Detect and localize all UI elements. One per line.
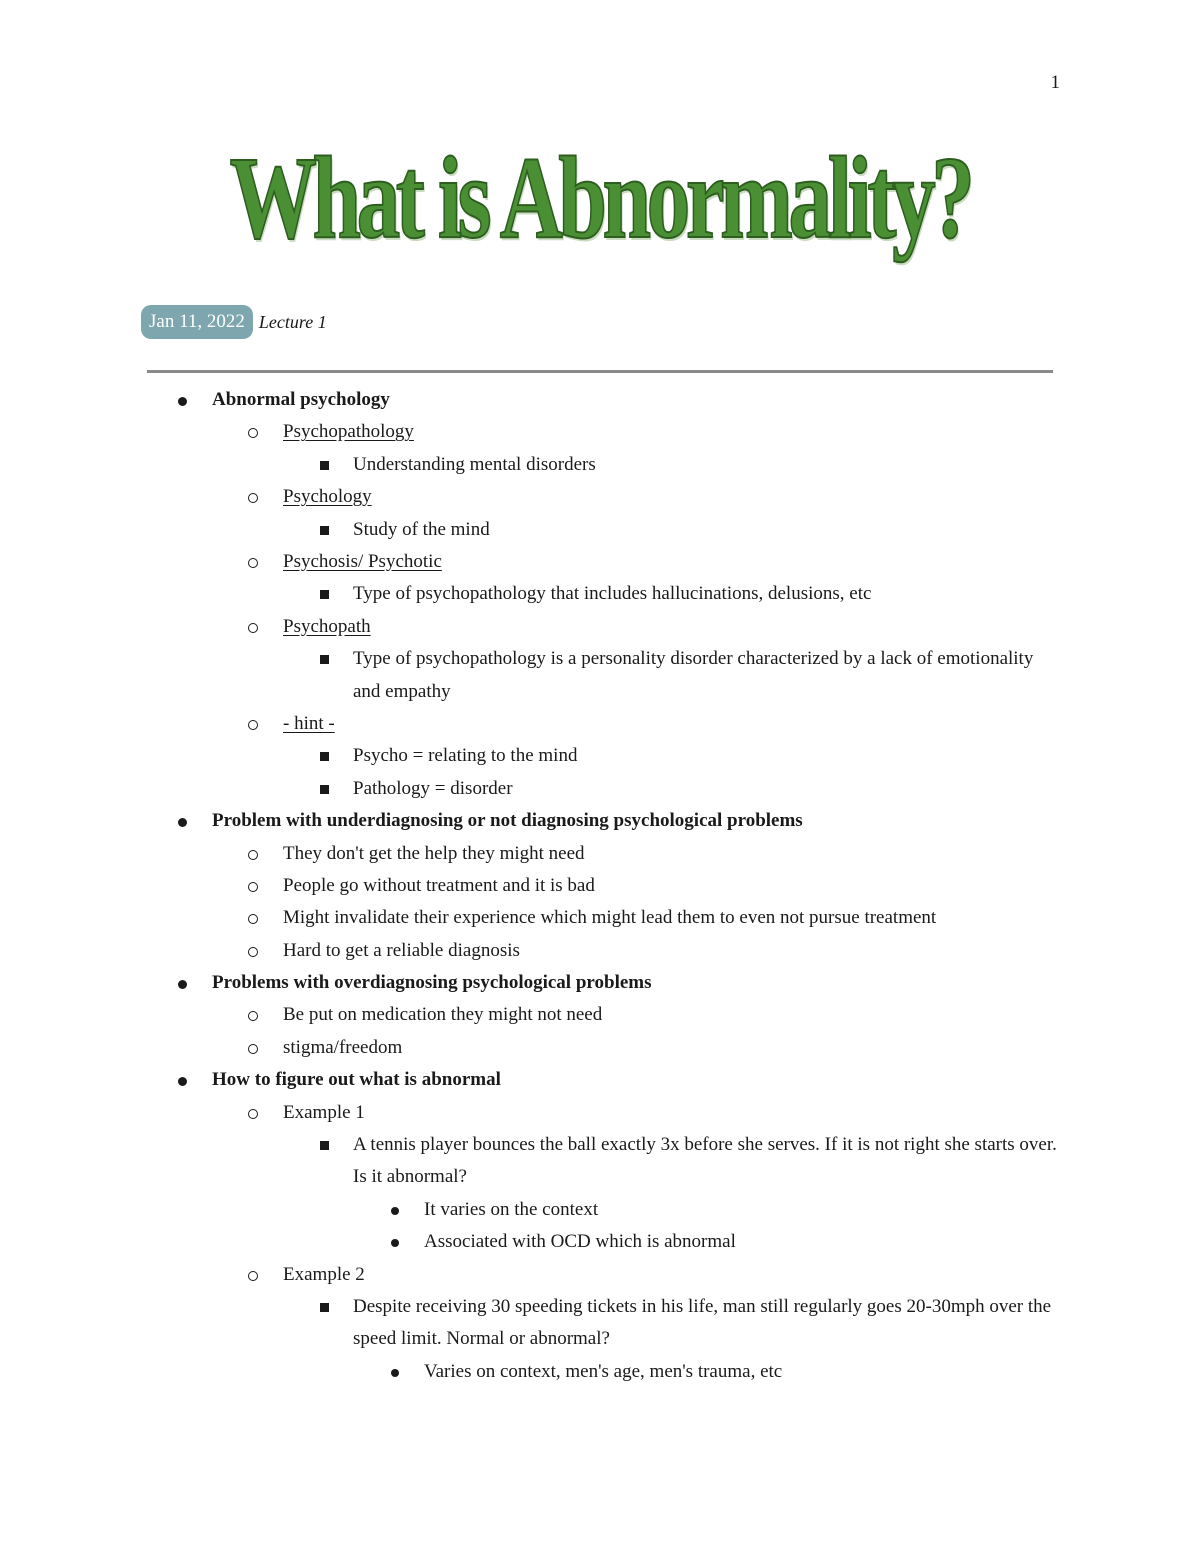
definition-text: Type of psychopathology is a personality disorder characterized by a lack of emotionality and empathy bbox=[353, 648, 1034, 702]
list-item bbox=[0, 935, 1200, 967]
list-item bbox=[0, 611, 1200, 643]
list-item bbox=[0, 1064, 1200, 1096]
bullet-circle-icon bbox=[248, 493, 258, 503]
page-number: 1 bbox=[1050, 72, 1060, 93]
term-label: Psychopathology bbox=[283, 421, 414, 443]
list-item bbox=[0, 805, 1200, 837]
list-item bbox=[0, 481, 1200, 513]
list-item bbox=[0, 708, 1200, 740]
list-item bbox=[0, 643, 1200, 708]
list-item bbox=[0, 1259, 1200, 1291]
list-item bbox=[0, 740, 1200, 772]
bullet-disc-icon bbox=[178, 818, 187, 827]
note-text: stigma/freedom bbox=[283, 1036, 403, 1058]
list-item bbox=[0, 773, 1200, 805]
bullet-circle-icon bbox=[248, 850, 258, 860]
bullet-circle-icon bbox=[248, 1271, 258, 1281]
bullet-square-icon bbox=[320, 752, 329, 761]
bullet-circle-icon bbox=[248, 914, 258, 924]
list-item bbox=[0, 449, 1200, 481]
notes-list bbox=[0, 384, 1200, 1388]
list-item bbox=[0, 416, 1200, 448]
note-text: Hard to get a reliable diagnosis bbox=[283, 939, 520, 961]
bullet-circle-icon bbox=[248, 1044, 258, 1054]
bullet-square-icon bbox=[320, 1303, 329, 1312]
note-text: Varies on context, men's age, men's trauma, etc bbox=[424, 1360, 783, 1382]
note-text: Associated with OCD which is abnormal bbox=[424, 1231, 736, 1253]
date-chip[interactable]: Jan 11, 2022 bbox=[141, 305, 253, 339]
definition-text: Understanding mental disorders bbox=[353, 453, 596, 475]
list-item bbox=[0, 1356, 1200, 1388]
section-heading: How to figure out what is abnormal bbox=[212, 1069, 501, 1091]
lecture-meta bbox=[141, 305, 327, 339]
bullet-disc-icon bbox=[178, 980, 187, 989]
bullet-dot-icon bbox=[391, 1207, 399, 1215]
example-text: Despite receiving 30 speeding tickets in his life, man still regularly goes 20-30mph over the speed limit. Normal or abnormal? bbox=[353, 1296, 1052, 1350]
term-label: Psychology bbox=[283, 486, 372, 508]
bullet-dot-icon bbox=[391, 1239, 399, 1247]
list-item bbox=[0, 1291, 1200, 1356]
list-item bbox=[0, 999, 1200, 1031]
section-heading: Problem with underdiagnosing or not diagnosing psychological problems bbox=[212, 810, 803, 832]
bullet-square-icon bbox=[320, 785, 329, 794]
bullet-square-icon bbox=[320, 526, 329, 535]
section-heading: Abnormal psychology bbox=[212, 389, 390, 410]
list-item bbox=[0, 546, 1200, 578]
bullet-circle-icon bbox=[248, 947, 258, 957]
term-label: - hint - bbox=[283, 712, 335, 734]
definition-text: Pathology = disorder bbox=[353, 777, 513, 799]
bullet-circle-icon bbox=[248, 1011, 258, 1021]
bullet-square-icon bbox=[320, 590, 329, 599]
bullet-circle-icon bbox=[248, 720, 258, 730]
horizontal-divider bbox=[147, 370, 1053, 373]
list-item bbox=[0, 1194, 1200, 1226]
note-text: They don't get the help they might need bbox=[283, 842, 585, 864]
bullet-square-icon bbox=[320, 1141, 329, 1150]
bullet-square-icon bbox=[320, 655, 329, 664]
bullet-circle-icon bbox=[248, 882, 258, 892]
note-text: Might invalidate their experience which might lead them to even not pursue treatment bbox=[283, 907, 937, 929]
note-text: People go without treatment and it is bad bbox=[283, 874, 595, 896]
bullet-disc-icon bbox=[178, 1077, 187, 1086]
definition-text: Psycho = relating to the mind bbox=[353, 745, 578, 767]
bullet-circle-icon bbox=[248, 1109, 258, 1119]
term-label: Psychosis/ Psychotic bbox=[283, 550, 442, 572]
list-item bbox=[0, 1226, 1200, 1258]
note-text: It varies on the context bbox=[424, 1198, 599, 1220]
list-item bbox=[0, 902, 1200, 934]
note-text: Be put on medication they might not need bbox=[283, 1004, 603, 1026]
lecture-label: Lecture 1 bbox=[258, 311, 327, 332]
list-item bbox=[0, 1032, 1200, 1064]
list-item bbox=[0, 838, 1200, 870]
list-item bbox=[0, 870, 1200, 902]
example-text: A tennis player bounces the ball exactly 3x before she serves. If it is not right she starts over. Is it abnormal? bbox=[353, 1134, 1057, 1188]
example-label: Example 1 bbox=[283, 1101, 365, 1123]
example-label: Example 2 bbox=[283, 1263, 365, 1285]
list-item bbox=[0, 514, 1200, 546]
bullet-square-icon bbox=[320, 461, 329, 470]
bullet-dot-icon bbox=[391, 1369, 399, 1377]
definition-text: Study of the mind bbox=[353, 518, 490, 540]
list-item bbox=[0, 578, 1200, 610]
bullet-circle-icon bbox=[248, 623, 258, 633]
bullet-circle-icon bbox=[248, 558, 258, 568]
term-label: Psychopath bbox=[283, 615, 371, 637]
bullet-disc-icon bbox=[178, 397, 187, 406]
bullet-circle-icon bbox=[248, 428, 258, 438]
section-heading: Problems with overdiagnosing psychological problems bbox=[212, 972, 652, 994]
list-item bbox=[0, 1129, 1200, 1194]
definition-text: Type of psychopathology that includes hallucinations, delusions, etc bbox=[353, 583, 872, 605]
list-item bbox=[0, 1097, 1200, 1129]
list-item bbox=[0, 967, 1200, 999]
page-title: What is Abnormality? bbox=[229, 132, 971, 263]
list-item bbox=[0, 384, 1200, 416]
